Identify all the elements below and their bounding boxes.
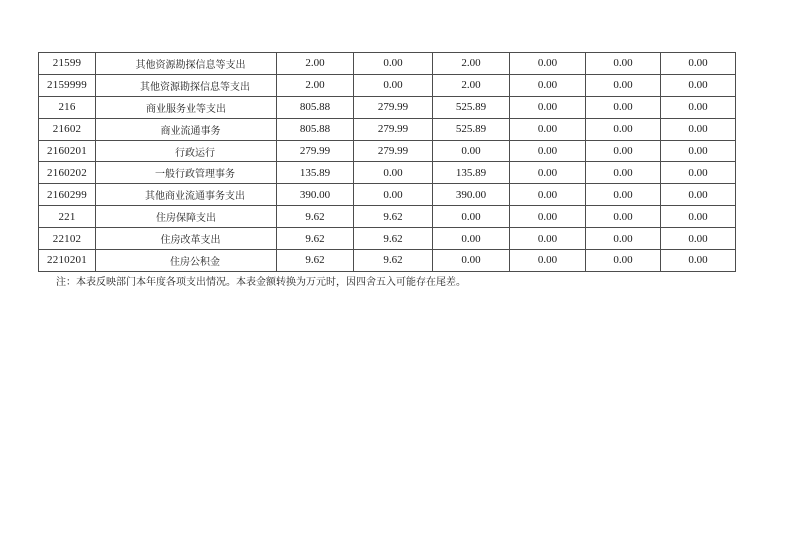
value-cell: 0.00	[510, 140, 586, 162]
value-cell: 525.89	[433, 96, 510, 118]
value-cell: 279.99	[354, 140, 433, 162]
code-cell: 2160201	[39, 140, 96, 162]
value-cell: 9.62	[354, 228, 433, 250]
value-cell: 0.00	[586, 184, 661, 206]
value-cell: 2.00	[277, 74, 354, 96]
table-row	[39, 184, 736, 206]
value-cell: 0.00	[586, 162, 661, 184]
value-cell: 2.00	[433, 74, 510, 96]
value-cell: 0.00	[586, 74, 661, 96]
table-row	[39, 140, 736, 162]
value-cell: 0.00	[661, 96, 736, 118]
value-cell: 0.00	[661, 53, 736, 75]
code-cell: 2160299	[39, 184, 96, 206]
value-cell: 9.62	[354, 250, 433, 272]
value-cell: 279.99	[277, 140, 354, 162]
code-cell: 216	[39, 96, 96, 118]
table-row	[39, 118, 736, 140]
value-cell: 0.00	[661, 74, 736, 96]
value-cell: 0.00	[354, 53, 433, 75]
value-cell: 135.89	[277, 162, 354, 184]
table-row	[39, 250, 736, 272]
table-row	[39, 206, 736, 228]
code-cell: 21599	[39, 53, 96, 75]
code-cell: 2159999	[39, 74, 96, 96]
value-cell: 0.00	[661, 250, 736, 272]
value-cell: 9.62	[354, 206, 433, 228]
value-cell: 0.00	[433, 140, 510, 162]
name-cell: 住房保障支出	[96, 206, 277, 228]
value-cell: 0.00	[510, 206, 586, 228]
table-body	[39, 53, 736, 272]
value-cell: 0.00	[661, 118, 736, 140]
value-cell: 0.00	[586, 228, 661, 250]
value-cell: 9.62	[277, 228, 354, 250]
name-cell: 行政运行	[96, 140, 277, 162]
value-cell: 0.00	[661, 162, 736, 184]
value-cell: 390.00	[433, 184, 510, 206]
value-cell: 9.62	[277, 206, 354, 228]
table-row	[39, 53, 736, 75]
value-cell: 0.00	[510, 184, 586, 206]
value-cell: 0.00	[586, 250, 661, 272]
value-cell: 0.00	[510, 250, 586, 272]
value-cell: 0.00	[661, 140, 736, 162]
value-cell: 0.00	[586, 96, 661, 118]
value-cell: 0.00	[433, 250, 510, 272]
name-cell: 其他资源勘探信息等支出	[96, 53, 277, 75]
value-cell: 135.89	[433, 162, 510, 184]
value-cell: 279.99	[354, 96, 433, 118]
value-cell: 0.00	[510, 118, 586, 140]
code-cell: 21602	[39, 118, 96, 140]
value-cell: 0.00	[661, 184, 736, 206]
value-cell: 2.00	[433, 53, 510, 75]
value-cell: 0.00	[510, 96, 586, 118]
value-cell: 0.00	[510, 228, 586, 250]
code-cell: 221	[39, 206, 96, 228]
name-cell: 住房改革支出	[96, 228, 277, 250]
value-cell: 2.00	[277, 53, 354, 75]
value-cell: 805.88	[277, 96, 354, 118]
value-cell: 0.00	[433, 206, 510, 228]
value-cell: 525.89	[433, 118, 510, 140]
table-row	[39, 228, 736, 250]
table-row	[39, 162, 736, 184]
value-cell: 0.00	[354, 184, 433, 206]
value-cell: 805.88	[277, 118, 354, 140]
table-note: 注：本表反映部门本年度各项支出情况。本表金额转换为万元时，因四舍五入可能存在尾差。	[56, 277, 466, 288]
value-cell: 0.00	[510, 162, 586, 184]
value-cell: 0.00	[661, 228, 736, 250]
name-cell: 其他商业流通事务支出	[96, 184, 277, 206]
value-cell: 0.00	[586, 206, 661, 228]
value-cell: 0.00	[510, 74, 586, 96]
code-cell: 2160202	[39, 162, 96, 184]
name-cell: 商业流通事务	[96, 118, 277, 140]
value-cell: 390.00	[277, 184, 354, 206]
name-cell: 商业服务业等支出	[96, 96, 277, 118]
value-cell: 0.00	[586, 118, 661, 140]
table-row	[39, 96, 736, 118]
table-row	[39, 74, 736, 96]
value-cell: 0.00	[433, 228, 510, 250]
value-cell: 0.00	[661, 206, 736, 228]
code-cell: 2210201	[39, 250, 96, 272]
name-cell: 其他资源勘探信息等支出	[96, 74, 277, 96]
value-cell: 0.00	[586, 140, 661, 162]
name-cell: 住房公积金	[96, 250, 277, 272]
value-cell: 0.00	[354, 162, 433, 184]
value-cell: 279.99	[354, 118, 433, 140]
name-cell: 一般行政管理事务	[96, 162, 277, 184]
code-cell: 22102	[39, 228, 96, 250]
value-cell: 0.00	[354, 74, 433, 96]
value-cell: 0.00	[586, 53, 661, 75]
expenditure-table	[38, 52, 736, 272]
value-cell: 9.62	[277, 250, 354, 272]
value-cell: 0.00	[510, 53, 586, 75]
